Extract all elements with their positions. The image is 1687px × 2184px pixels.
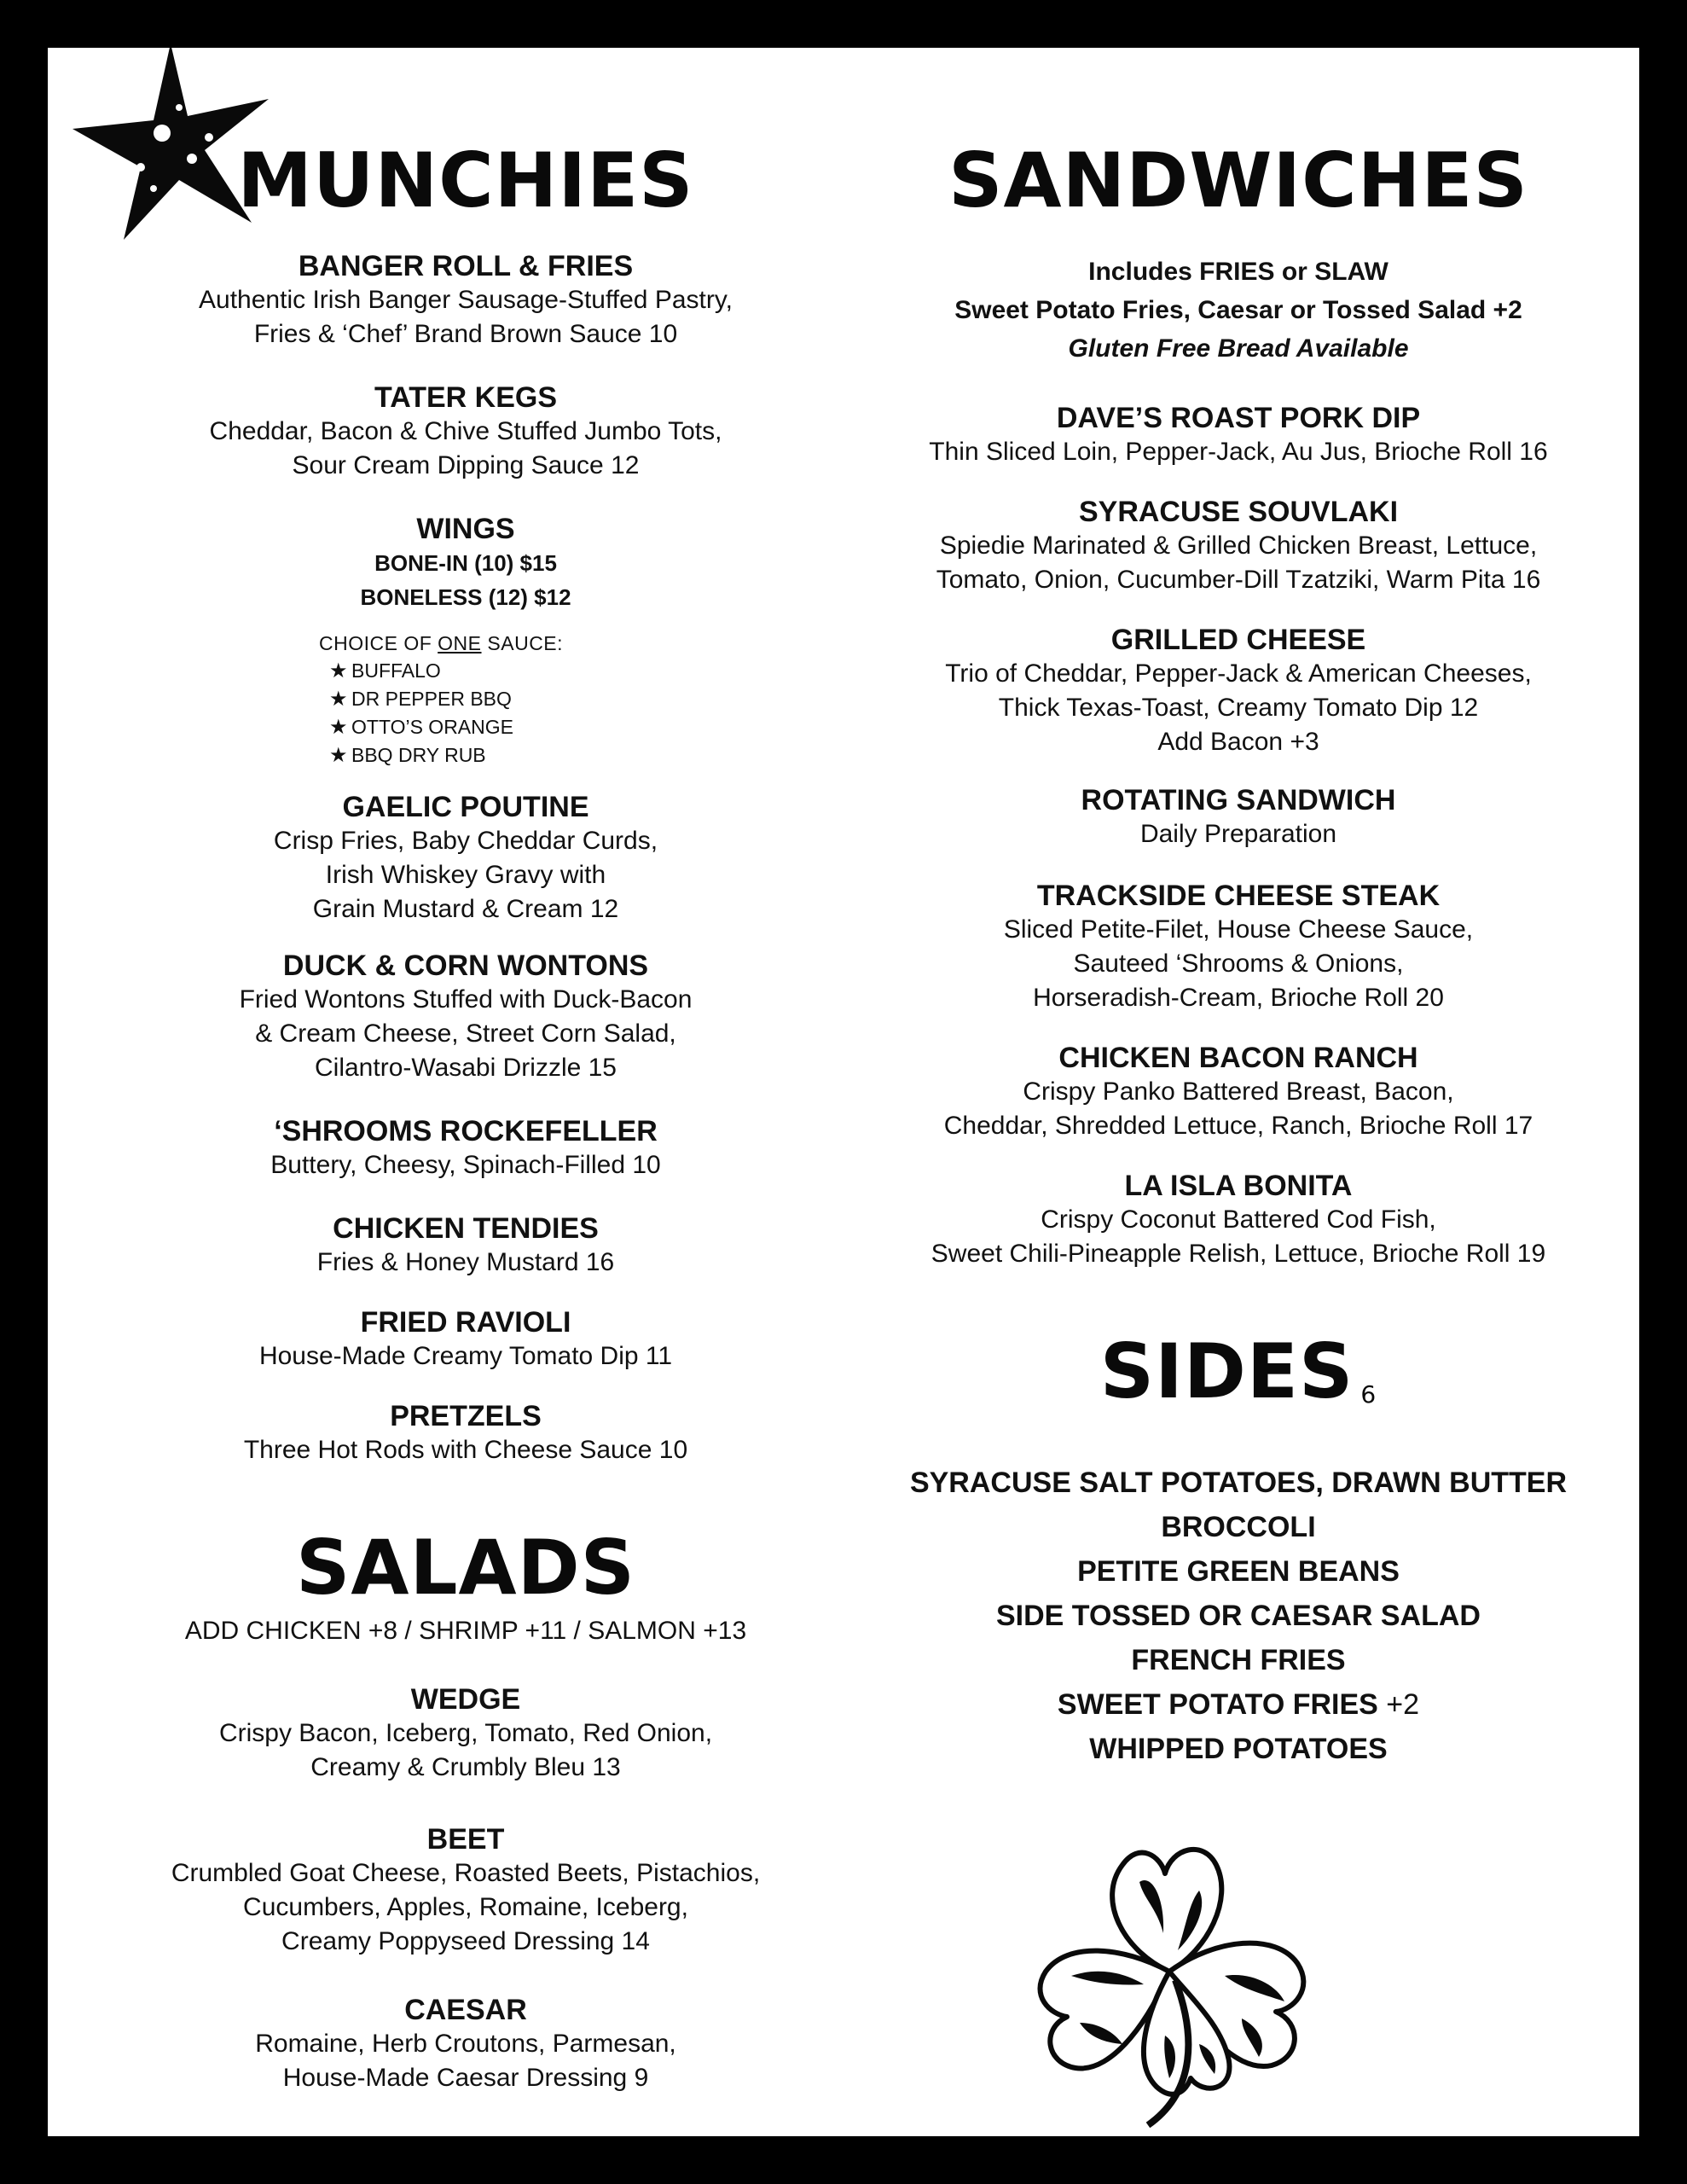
star-bullet-icon: ★ xyxy=(329,744,348,767)
menu-item-duck-corn-wontons xyxy=(48,949,884,1085)
item-desc: Buttery, Cheesy, Spinach-Filled 10 xyxy=(270,1151,661,1179)
side-item: PETITE GREEN BEANS xyxy=(1077,1555,1400,1588)
menu-item-fried-ravioli xyxy=(48,1305,884,1374)
item-name: ROTATING SANDWICH xyxy=(1081,784,1396,816)
sandwiches-heading: SANDWICHES xyxy=(948,136,1528,224)
item-desc: Three Hot Rods with Cheese Sauce 10 xyxy=(243,1436,688,1464)
wing-option-bone-in: BONE-IN (10) $15 xyxy=(374,550,557,576)
menu-item-pretzels xyxy=(48,1399,884,1467)
item-desc: House-Made Creamy Tomato Dip 11 xyxy=(258,1342,673,1370)
side-item: SYRACUSE SALT POTATOES, DRAWN BUTTER xyxy=(909,1467,1568,1499)
sauce-option: ★ DR PEPPER BBQ xyxy=(319,685,563,713)
menu-item-shrooms-rockefeller xyxy=(48,1114,884,1182)
item-name: CAESAR xyxy=(404,1994,527,2026)
item-desc: Thin Sliced Loin, Pepper-Jack, Au Jus, Brioche Roll 16 xyxy=(929,438,1548,466)
item-name: CHICKEN BACON RANCH xyxy=(1058,1042,1418,1074)
side-item: FRENCH FRIES xyxy=(1131,1644,1346,1676)
menu-page xyxy=(48,48,1639,2136)
item-desc: Fries & Honey Mustard 16 xyxy=(316,1248,615,1276)
menu-item-tater-kegs xyxy=(48,380,884,483)
salads-addons: ADD CHICKEN +8 / SHRIMP +11 / SALMON +13 xyxy=(184,1617,747,1645)
item-name: DUCK & CORN WONTONS xyxy=(282,950,649,982)
item-desc: Daily Preparation xyxy=(1139,820,1337,848)
item-desc: Cheddar, Bacon & Chive Stuffed Jumbo Tots, Sour Cream Dipping Sauce 12 xyxy=(209,417,722,479)
menu-item-caesar xyxy=(48,1993,884,2095)
item-name: SYRACUSE SOUVLAKI xyxy=(1078,496,1399,528)
gluten-free-note: Gluten Free Bread Available xyxy=(1068,334,1409,363)
item-desc: Authentic Irish Banger Sausage-Stuffed Pastry, Fries & ‘Chef’ Brand Brown Sauce 10 xyxy=(199,286,733,348)
sides-price: 6 xyxy=(1360,1380,1377,1409)
menu-item-rotating-sandwich xyxy=(820,783,1639,851)
item-name: LA ISLA BONITA xyxy=(1124,1170,1353,1202)
menu-item-roast-pork-dip xyxy=(820,401,1639,469)
shamrock-icon xyxy=(994,1788,1353,2129)
star-bullet-icon: ★ xyxy=(329,688,348,711)
menu-item-syracuse-souvlaki xyxy=(820,495,1639,597)
menu-item-chicken-tendies xyxy=(48,1211,884,1280)
sandwich-note-upgrade: Sweet Potato Fries, Caesar or Tossed Salad +2 xyxy=(954,296,1522,324)
munchies-heading: MUNCHIES xyxy=(237,136,694,224)
item-desc: Trio of Cheddar, Pepper-Jack & American Cheeses, Thick Texas-Toast, Creamy Tomato Dip 12 Add Bacon +3 xyxy=(945,659,1532,756)
item-desc: Crisp Fries, Baby Cheddar Curds, Irish Whiskey Gravy with Grain Mustard & Cream 12 xyxy=(273,827,658,923)
menu-item-beet xyxy=(48,1822,884,1959)
menu-item-la-isla-bonita xyxy=(820,1169,1639,1271)
item-name: GAELIC POUTINE xyxy=(342,791,589,823)
menu-item-wedge xyxy=(48,1682,884,1785)
side-item: SWEET POTATO FRIES +2 xyxy=(1057,1688,1420,1721)
side-item: SIDE TOSSED OR CAESAR SALAD xyxy=(995,1600,1481,1632)
menu-item-trackside-cheese-steak xyxy=(820,879,1639,1015)
item-desc: Crispy Coconut Battered Cod Fish, Sweet Chili-Pineapple Relish, Lettuce, Brioche Roll 19 xyxy=(930,1205,1546,1268)
item-name: ‘SHROOMS ROCKEFELLER xyxy=(274,1115,658,1147)
side-item: WHIPPED POTATOES xyxy=(1089,1733,1388,1765)
menu-item-chicken-bacon-ranch xyxy=(820,1041,1639,1143)
item-name: FRIED RAVIOLI xyxy=(360,1306,571,1339)
salads-heading: SALADS xyxy=(295,1524,636,1612)
star-bullet-icon: ★ xyxy=(329,659,348,682)
item-name: GRILLED CHEESE xyxy=(1110,624,1366,656)
item-desc: Spiedie Marinated & Grilled Chicken Breast, Lettuce, Tomato, Onion, Cucumber-Dill Tzatziki, Warm Pita 16 xyxy=(936,531,1541,594)
item-name: BANGER ROLL & FRIES xyxy=(298,250,634,282)
sauce-option: ★ OTTO’S ORANGE xyxy=(319,713,563,741)
item-name: PRETZELS xyxy=(390,1400,542,1432)
menu-item-wings xyxy=(48,512,884,614)
item-desc: Fried Wontons Stuffed with Duck-Bacon & Cream Cheese, Street Corn Salad, Cilantro-Wasabi Drizzle 15 xyxy=(239,985,693,1082)
item-name: BEET xyxy=(426,1823,505,1856)
item-name: TATER KEGS xyxy=(374,381,558,414)
wing-sauce-list xyxy=(319,630,563,770)
item-desc: Sliced Petite-Filet, House Cheese Sauce, Sauteed ‘Shrooms & Onions, Horseradish-Cream, Brioche Roll 20 xyxy=(1003,915,1474,1012)
item-desc: Romaine, Herb Croutons, Parmesan, House-Made Caesar Dressing 9 xyxy=(255,2030,676,2092)
menu-item-gaelic-poutine xyxy=(48,790,884,926)
sandwich-note-includes: Includes FRIES or SLAW xyxy=(1088,258,1388,286)
item-desc: Crispy Bacon, Iceberg, Tomato, Red Onion, Creamy & Crumbly Bleu 13 xyxy=(218,1719,713,1781)
item-name: WEDGE xyxy=(410,1683,521,1716)
sauce-option: ★ BUFFALO xyxy=(319,657,563,685)
item-name: TRACKSIDE CHEESE STEAK xyxy=(1036,880,1441,912)
sauce-heading: CHOICE OF ONE SAUCE: xyxy=(319,632,564,654)
wing-option-boneless: BONELESS (12) $12 xyxy=(360,584,571,610)
item-name: CHICKEN TENDIES xyxy=(333,1212,599,1245)
menu-item-grilled-cheese xyxy=(820,623,1639,759)
sides-heading: SIDES 6 xyxy=(1099,1327,1377,1415)
item-name: WINGS xyxy=(416,513,515,545)
menu-item-banger-roll xyxy=(48,249,884,351)
item-desc: Crumbled Goat Cheese, Roasted Beets, Pistachios, Cucumbers, Apples, Romaine, Iceberg, Creamy Poppyseed Dressing 14 xyxy=(171,1859,761,1955)
star-bullet-icon: ★ xyxy=(329,716,348,739)
side-item: BROCCOLI xyxy=(1161,1511,1316,1543)
sauce-option: ★ BBQ DRY RUB xyxy=(319,741,563,770)
item-desc: Crispy Panko Battered Breast, Bacon, Cheddar, Shredded Lettuce, Ranch, Brioche Roll 17 xyxy=(943,1077,1533,1140)
item-name: DAVE’S ROAST PORK DIP xyxy=(1056,402,1421,434)
